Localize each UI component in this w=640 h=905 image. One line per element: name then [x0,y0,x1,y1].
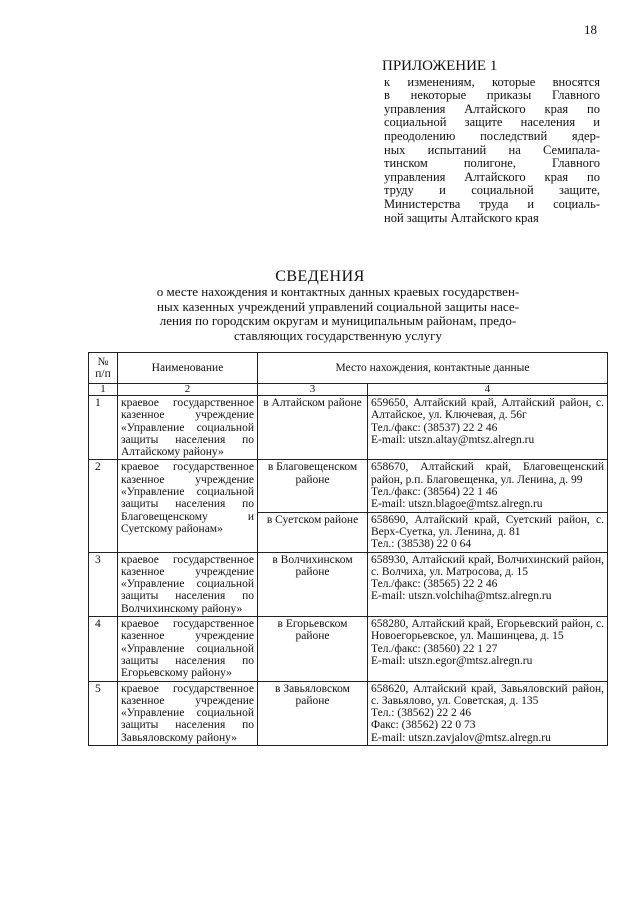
phone-number: Тел.: (38562) 22 2 46 [371,707,472,720]
row-number: 4 [89,617,118,681]
postal-address: 658620, Алтайский край, Завьяловский район, с. Завьялово, ул. Советская, д. 135 [371,682,604,707]
table-row [89,681,608,745]
table-row [89,396,608,460]
email-address: E-mail: utszn.zavjalov@mtsz.alregn.ru [371,731,551,744]
appendix-line: тинском полигоне, Главного [384,156,600,171]
district-location: в Алтайском районе [258,396,368,460]
appendix-line: управления Алтайского края по [384,169,600,184]
contact-details [368,396,608,460]
email-address: E-mail: utszn.blagoe@mtsz.alregn.ru [371,498,543,511]
phone-number: Тел./факс: (38537) 22 2 46 [371,421,498,434]
institution-name: краевое государственное казенное учреждение «Управление социальной защиты населения по Благовещенскому и Суетскому районам» [118,460,258,552]
subtitle-line: ставляющих государственную услугу [234,327,442,343]
appendix-line: управления Алтайского края по [384,101,600,116]
appendix-line: социальной защите населения и [384,115,600,130]
index-cell: 2 [118,384,258,396]
table-header-row [89,353,608,384]
district-location: в Суетском районе [258,512,368,552]
appendix-title: ПРИЛОЖЕНИЕ 1 [382,58,498,74]
page-number: 18 [584,22,597,37]
institution-name: краевое государственное казенное учреждение «Управление социальной защиты населения по Волчихинскому району» [118,552,258,616]
postal-address: 658670, Алтайский край, Благовещенский район, р.п. Благовещенка, ул. Ленина, д. 99 [371,461,604,486]
postal-address: 658690, Алтайский край, Суетский район, с. Верх-Суетка, ул. Ленина, д. 81 [371,513,604,538]
index-cell: 4 [368,384,608,396]
document-title: СВЕДЕНИЯ [275,268,365,285]
phone-number: Тел./факс: (38564) 22 1 46 [371,486,498,499]
district-location: в Волчихинском районе [258,552,368,616]
contact-details [368,460,608,512]
subtitle-line: о месте нахождения и контактных данных краевых государствен- [156,284,520,299]
appendix-line: ной защиты Алтайского края [384,210,539,225]
appendix-text [384,76,600,226]
contact-details [368,681,608,745]
postal-address: 658280, Алтайский край, Егорьевский район, с. Новоегорьевское, ул. Машинцева, д. 15 [371,618,604,643]
table-index-row [89,384,608,396]
row-number: 2 [89,460,118,552]
phone-number: Тел.: (38538) 22 0 64 [371,538,472,551]
subtitle-line: ных казенных учреждений управлений социальной защиты насе- [157,298,519,314]
district-location: в Благовещенском районе [258,460,368,512]
institution-name: краевое государственное казенное учреждение «Управление социальной защиты населения по Егорьевскому району» [118,617,258,681]
appendix-block [384,60,600,225]
index-cell: 1 [89,384,118,396]
postal-address: 659650, Алтайский край, Алтайский район, с. Алтайское, ул. Ключевая, д. 56г [371,397,604,422]
email-address: E-mail: utszn.volchiha@mtsz.alregn.ru [371,590,552,603]
appendix-line: преодолению последствий ядер- [384,128,600,143]
subtitle-line: ления по городским округам и муниципальным районам, предо- [159,313,517,328]
contact-details [368,617,608,681]
header-name: Наименование [118,353,258,384]
table-row [89,617,608,681]
institutions-table [88,352,608,746]
email-address: E-mail: utszn.egor@mtsz.alregn.ru [371,654,533,667]
institution-name: краевое государственное казенное учреждение «Управление социальной защиты населения по Алтайскому району» [118,396,258,460]
contact-details [368,552,608,616]
appendix-line: ных испытаний на Семипала- [384,142,600,157]
appendix-line: труду и социальной защите, [384,183,600,198]
row-number: 1 [89,396,118,460]
header-num: № п/п [89,353,118,384]
table-row [89,460,608,512]
row-number: 3 [89,552,118,616]
appendix-line: в некоторые приказы Главного [384,88,600,103]
document-subtitle [118,285,558,343]
district-location: в Завьяловском районе [258,681,368,745]
appendix-line: Министерства труда и социаль- [384,196,600,211]
table-row [89,552,608,616]
institution-name: краевое государственное казенное учреждение «Управление социальной защиты населения по Завьяловскому району» [118,681,258,745]
index-cell: 3 [258,384,368,396]
header-place: Место нахождения, контактные данные [258,353,608,384]
email-address: E-mail: utszn.altay@mtsz.alregn.ru [371,433,535,446]
phone-number: Факс: (38562) 22 0 73 [371,719,476,732]
phone-number: Тел./факс: (38560) 22 1 27 [371,642,498,655]
appendix-line: к изменениям, которые вносятся [384,74,600,89]
phone-number: Тел./факс: (38565) 22 2 46 [371,578,498,591]
postal-address: 658930, Алтайский край, Волчихинский район, с. Волчиха, ул. Матросова, д. 15 [371,553,604,578]
row-number: 5 [89,681,118,745]
contact-details [368,512,608,552]
district-location: в Егорьевском районе [258,617,368,681]
